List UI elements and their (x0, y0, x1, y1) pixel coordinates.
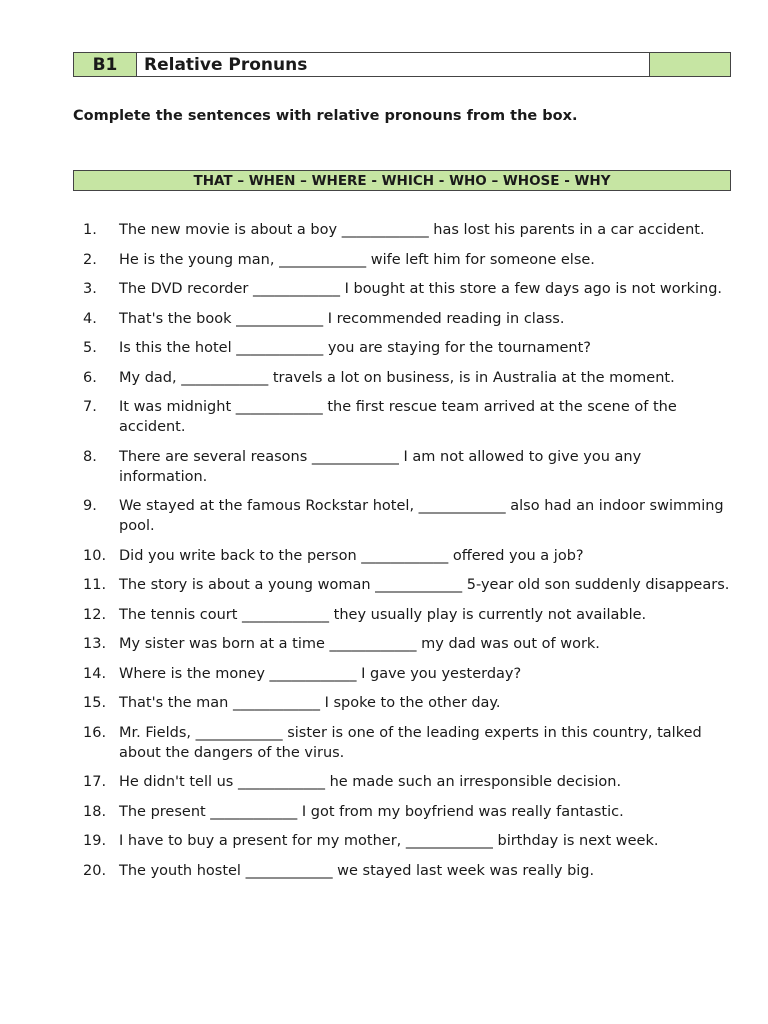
question-number: 8. (83, 448, 97, 465)
question-item (73, 496, 733, 536)
question-item (73, 693, 733, 713)
question-number: 4. (83, 310, 97, 327)
question-text: Where is the money ____________ I gave you yesterday? (119, 665, 522, 682)
question-text: The DVD recorder ____________ I bought at this store a few days ago is not working. (119, 281, 723, 297)
question-text: The youth hostel ____________ we stayed last week was really big. (119, 862, 595, 879)
question-text: There are several reasons ____________ I am not allowed to give you any information. (119, 448, 642, 485)
question-item (73, 723, 733, 763)
question-number: 20. (83, 862, 107, 879)
level-label: B1 (74, 53, 137, 76)
question-item (73, 831, 733, 851)
question-item (73, 279, 733, 299)
question-list (73, 220, 733, 890)
question-item (73, 802, 733, 822)
question-text: My dad, ____________ travels a lot on business, is in Australia at the moment. (119, 369, 675, 386)
question-item (73, 605, 733, 625)
question-item (73, 397, 733, 437)
question-item (73, 220, 733, 240)
question-item (73, 309, 733, 329)
question-number: 12. (83, 606, 107, 623)
worksheet-title: Relative Pronuns (137, 53, 650, 76)
question-item (73, 368, 733, 388)
question-item (73, 575, 733, 595)
instruction-text: Complete the sentences with relative pronouns from the box. (73, 108, 578, 124)
question-text: That's the man ____________ I spoke to the other day. (119, 695, 501, 711)
question-number: 17. (83, 774, 107, 790)
question-text: My sister was born at a time ____________ my dad was out of work. (119, 636, 600, 652)
worksheet-header (73, 52, 731, 77)
question-number: 13. (83, 636, 107, 652)
question-text: Is this the hotel ____________ you are staying for the tournament? (119, 340, 591, 356)
word-box: THAT – WHEN – WHERE - WHICH - WHO – WHOSE - WHY (73, 170, 731, 191)
question-number: 2. (83, 251, 97, 268)
question-number: 16. (83, 724, 107, 741)
question-item (73, 861, 733, 881)
question-number: 5. (83, 340, 97, 356)
question-item (73, 634, 733, 654)
question-number: 10. (83, 547, 107, 564)
question-text: The tennis court ____________ they usually play is currently not available. (119, 606, 647, 623)
question-number: 11. (83, 577, 107, 593)
question-text: It was midnight ____________ the first rescue team arrived at the scene of the accident. (119, 399, 677, 435)
question-item (73, 546, 733, 566)
question-number: 9. (83, 498, 97, 514)
question-text: The present ____________ I got from my boyfriend was really fantastic. (119, 803, 624, 820)
question-text: He didn't tell us ____________ he made such an irresponsible decision. (119, 774, 622, 790)
question-item (73, 664, 733, 684)
question-item (73, 447, 733, 487)
question-number: 7. (83, 399, 97, 415)
question-item (73, 772, 733, 792)
question-item (73, 250, 733, 270)
question-text: We stayed at the famous Rockstar hotel, ____________ also had an indoor swimming pool. (119, 498, 724, 534)
question-text: He is the young man, ____________ wife left him for someone else. (119, 251, 595, 268)
question-text: Mr. Fields, ____________ sister is one of the leading experts in this country, talked about the dangers of the virus. (119, 724, 702, 761)
question-number: 19. (83, 833, 107, 849)
question-item (73, 338, 733, 358)
question-number: 1. (83, 222, 97, 238)
question-text: That's the book ____________ I recommended reading in class. (119, 310, 565, 327)
question-text: The new movie is about a boy ____________ has lost his parents in a car accident. (119, 222, 705, 238)
question-text: The story is about a young woman ____________ 5-year old son suddenly disappears. (119, 577, 730, 593)
header-blank-cell (650, 53, 730, 76)
question-number: 18. (83, 803, 107, 820)
question-number: 14. (83, 665, 107, 682)
question-text: Did you write back to the person ____________ offered you a job? (119, 547, 584, 564)
question-number: 3. (83, 281, 97, 297)
question-text: I have to buy a present for my mother, ____________ birthday is next week. (119, 833, 659, 849)
question-number: 15. (83, 695, 107, 711)
question-number: 6. (83, 369, 97, 386)
